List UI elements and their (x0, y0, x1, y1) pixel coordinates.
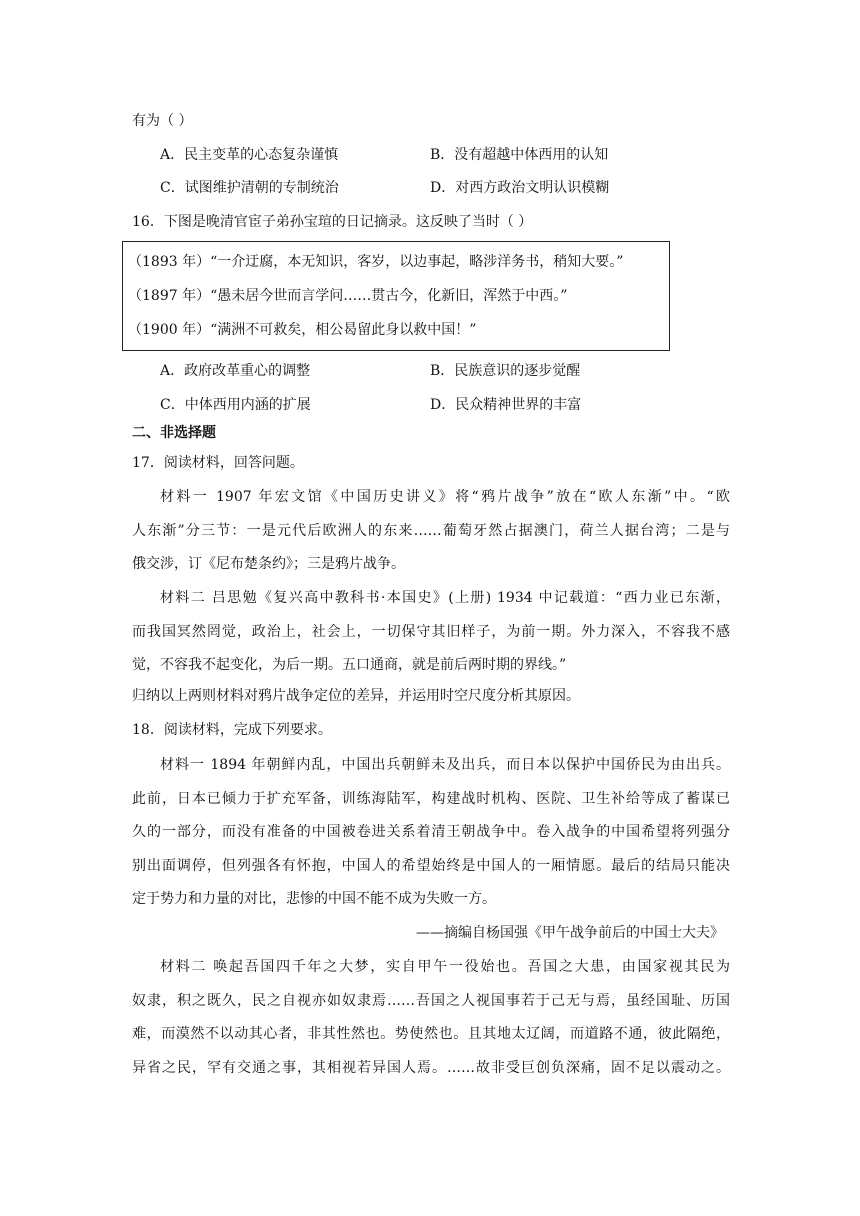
q18-material-2-line: 奴隶，积之既久，民之自视亦如奴隶焉……吾国之人视国事若于己无与焉，虽经国耻、历国 (132, 993, 730, 1009)
q16-option-a: A．政府改革重心的调整 (160, 363, 311, 379)
q15-option-b: B．没有超越中体西用的认知 (430, 147, 609, 163)
q16-option-b: B．民族意识的逐步觉醒 (430, 363, 581, 379)
q15-option-d: D．对西方政治文明认识模糊 (430, 180, 610, 196)
q15-stem-tail: 有为（ ） (132, 113, 193, 129)
q18-material-2-line: 异省之民，罕有交通之事，其相视若异国人焉。……故非受巨创负深痛，固不足以震动之。 (132, 1060, 730, 1076)
q16-option-d: D．民众精神世界的丰富 (430, 397, 582, 413)
q17-question: 归纳以上两则材料对鸦片战争定位的差异，并运用时空尺度分析其原因。 (132, 688, 580, 704)
q18-stem: 18．阅读材料，完成下列要求。 (132, 722, 332, 738)
q16-stem: 16．下图是晚清官宦子弟孙宝瑄的日记摘录。这反映了当时（ ） (132, 214, 533, 230)
q15-option-a: A．民主变革的心态复杂谨慎 (160, 147, 339, 163)
q17-material-1-line: 材料一 1907 年宏文馆《中国历史讲义》将“鸦片战争”放在“欧人东渐”中。“欧 (160, 489, 730, 505)
q15-option-c: C．试图维护清朝的专制统治 (160, 180, 339, 196)
q18-material-2-line: 材料二 唤起吾国四千年之大梦，实自甲午一役始也。吾国之大患，由国家视其民为 (160, 959, 730, 975)
q16-option-c: C．中体西用内涵的扩展 (160, 397, 311, 413)
q18-material-1-source: ——摘编自杨国强《甲午战争前后的中国士大夫》 (416, 925, 724, 941)
section-title: 二、非选择题 (132, 425, 216, 441)
q17-stem: 17．阅读材料，回答问题。 (132, 455, 304, 471)
q18-material-1-line: 材料一 1894 年朝鲜内乱，中国出兵朝鲜未及出兵，而日本以保护中国侨民为由出兵。 (160, 757, 730, 773)
q18-material-1-line: 定于势力和力量的对比，悲惨的中国不能不成为失败一方。 (132, 891, 496, 907)
q17-material-1-line: 俄交涉，订《尼布楚条约》；三是鸦片战争。 (132, 556, 405, 572)
q17-material-2-line: 觉，不容我不起变化，为后一期。五口通商，就是前后两时期的界线。” (132, 657, 567, 673)
q18-material-2-line: 难，而漠然不以动其心者，非其性然也。势使然也。且其地太辽阔，而道路不通，彼此隔绝， (132, 1026, 730, 1042)
diary-entry-1900: （1900 年）“满洲不可救矣，相公曷留此身以救中国！” (128, 322, 477, 338)
q18-material-1-line: 别出面调停，但列强各有怀抱，中国人的希望始终是中国人的一厢情愿。最后的结局只能决 (132, 858, 730, 874)
q17-material-2-line: 而我国冥然罔觉，政治上，社会上，一切保守其旧样子，为前一期。外力深入，不容我不感 (132, 624, 730, 640)
q18-material-1-line: 久的一部分，而没有准备的中国被卷进关系着清王朝战争中。卷入战争的中国希望将列强分 (132, 824, 730, 840)
q17-material-2-line: 材料二 吕思勉《复兴高中教科书·本国史》(上册) 1934 中记载道：“西力业已东渐， (160, 590, 730, 606)
diary-entry-1897: （1897 年）“愚未居今世而言学问……贯古今，化新旧，浑然于中西。” (128, 288, 568, 304)
q18-material-1-line: 此前，日本已倾力于扩充军备，训练海陆军，构建战时机构、医院、卫生补给等成了蓄谋已 (132, 791, 730, 807)
q17-material-1-line: 人东渐”分三节：一是元代后欧洲人的东来……葡萄牙然占据澳门，荷兰人据台湾；二是与 (132, 523, 730, 539)
diary-entry-1893: （1893 年）“一介迂腐，本无知识，客岁，以边事起，略涉洋务书，稍知大要。” (128, 254, 624, 270)
